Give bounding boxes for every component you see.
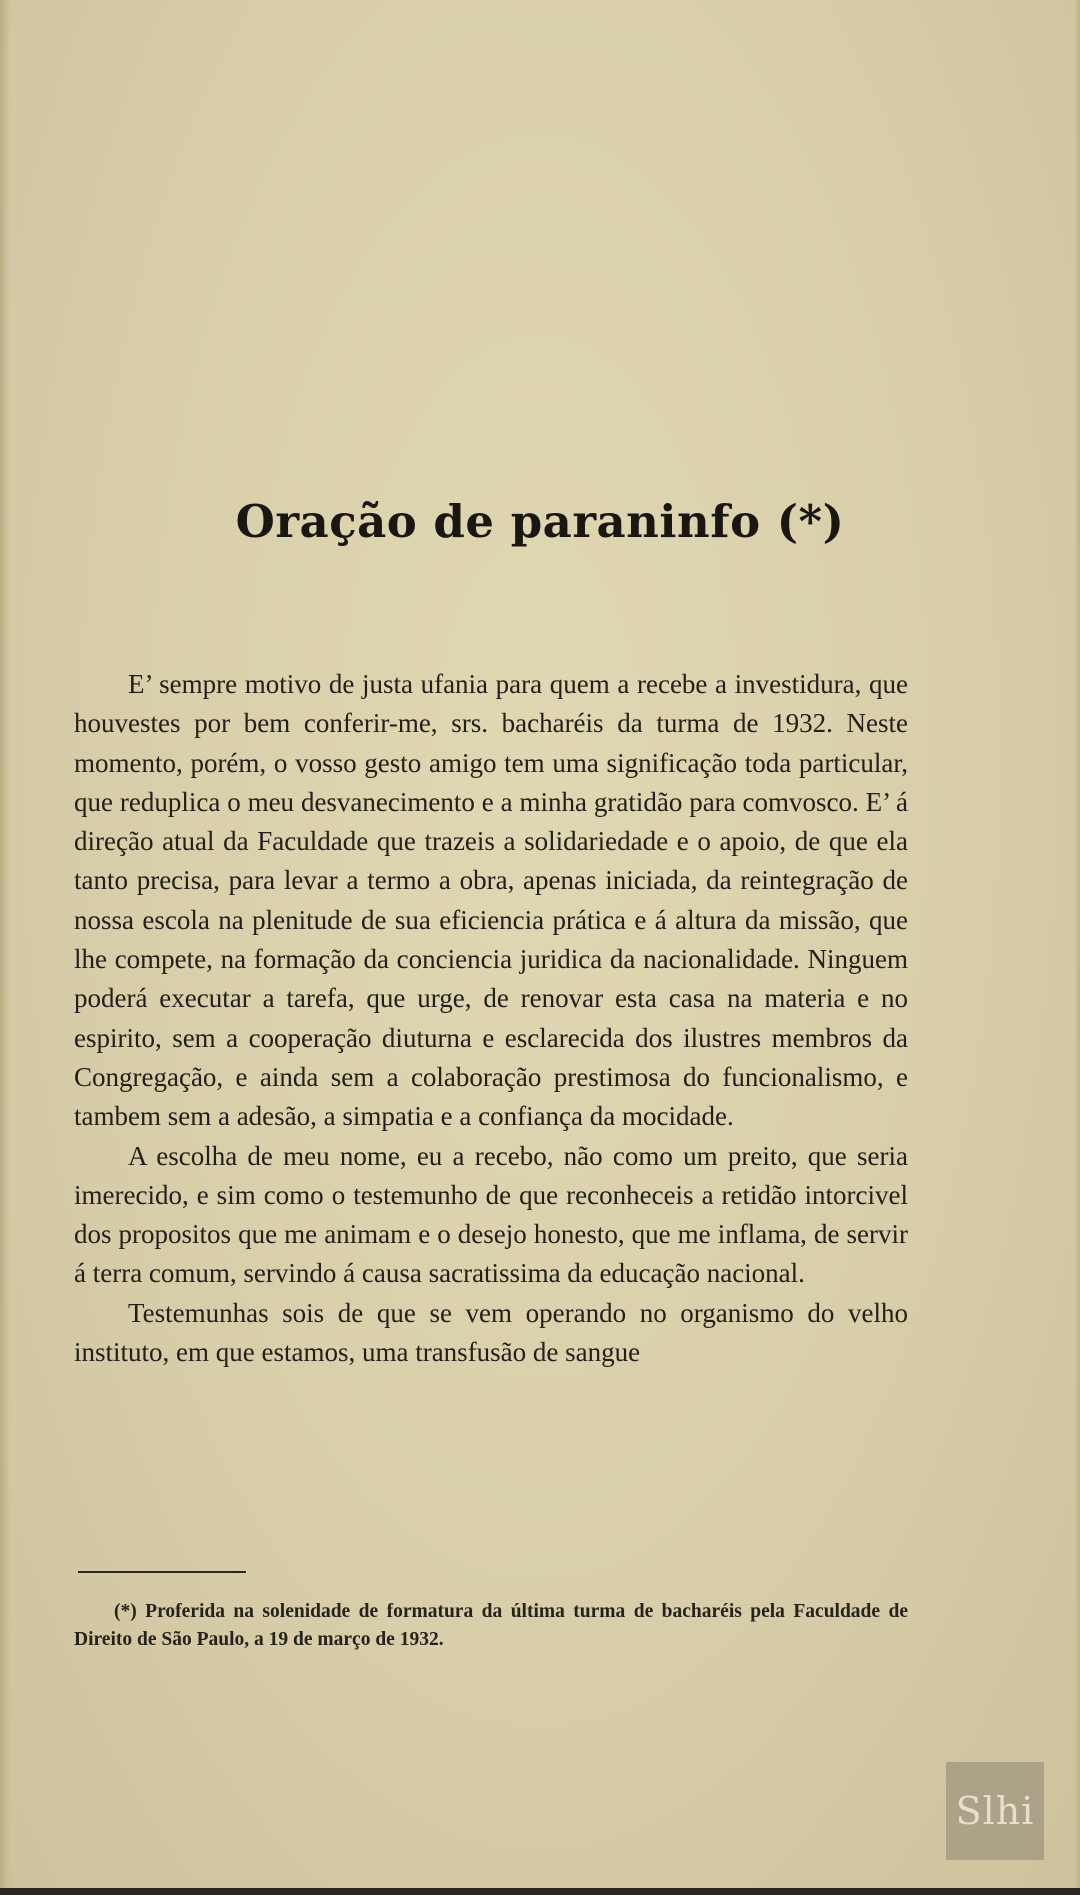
page-edge-left (0, 0, 10, 1895)
page-edge-right (1074, 0, 1080, 1895)
library-watermark-logo: Slhi (946, 1762, 1044, 1860)
paragraph-3: Testemunhas sois de que se vem operando no organismo do velho instituto, em que estamos, uma transfusão de sangue (74, 1297, 908, 1368)
footnote-divider (78, 1571, 246, 1573)
paragraph-1: E’ sempre motivo de justa ufania para quem a recebe a investidura, que houvestes por bem conferir-me, srs. bacharéis da turma de 1932. Neste momento, porém, o vosso gesto amigo tem uma significação toda particular, que reduplica o meu desvanecimento e a minha gratidão para comvosco. E’ á direção atual da Faculdade que trazeis a solidariedade e o apoio, de que ela tanto precisa, para levar a termo a obra, apenas iniciada, da reintegração de nossa escola na plenitude de sua eficiencia prática e á altura da missão, que lhe compete, na formação da conciencia juridica da nacionalidade. Ninguem poderá executar a tarefa, que urge, de renovar esta casa na materia e no espirito, sem a cooperação diuturna e esclarecida dos ilustres membros da Congregação, e ainda sem a colaboração prestimosa do funcionalismo, e tambem sem a adesão, a simpatia e a confiança da mocidade. (74, 669, 908, 1132)
body-text (74, 665, 908, 1372)
paragraph-2: A escolha de meu nome, eu a recebo, não como um preito, que seria imerecido, e sim como o testemunho de que reconheceis a retidão intorcivel dos propositos que me animam e o desejo honesto, que me inflama, de servir á terra comum, servindo á causa sacratissima da educação nacional. (74, 1140, 908, 1289)
page-title: Oração de paraninfo (*) (235, 495, 845, 548)
footnote: (*) Proferida na solenidade de formatura da última turma de bacharéis pela Faculdade de Direito de São Paulo, a 19 de março de 1932. (74, 1601, 908, 1650)
page-edge-bottom (0, 1888, 1080, 1895)
